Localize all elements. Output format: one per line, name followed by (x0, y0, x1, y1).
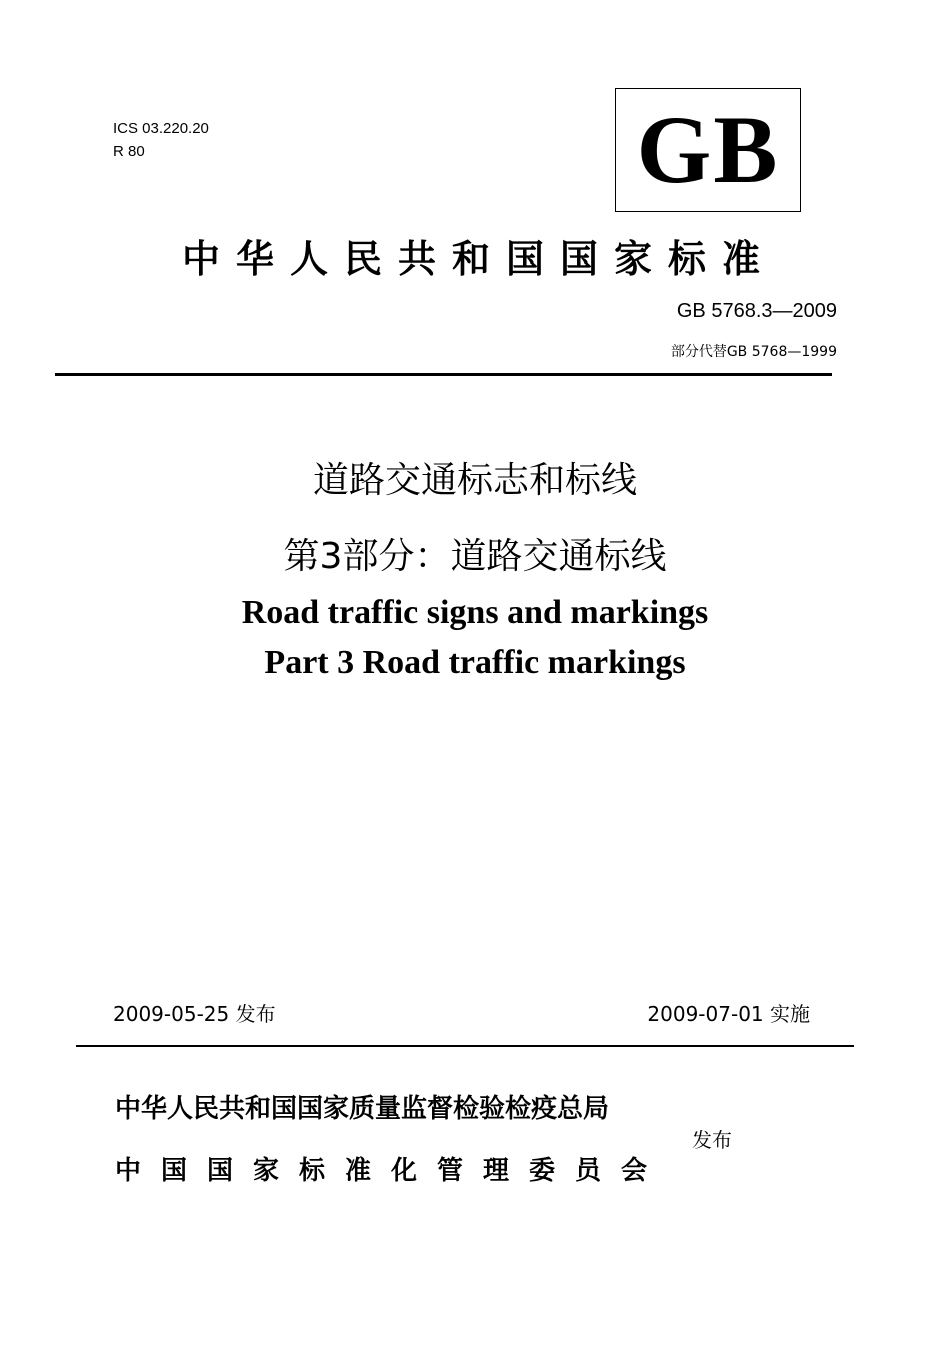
standard-category-title: 中华人民共和国国家标准 (181, 237, 776, 281)
issuer-sac: 中国国家标准化管理委员会 (115, 1156, 668, 1186)
classification-codes (113, 117, 209, 163)
implementation-date: 2009-07-01 实施 (647, 1002, 810, 1026)
replaces-note: 部分代替GB 5768—1999 (670, 344, 837, 360)
title-cn-part: 第3部分：道路交通标线 (283, 536, 667, 577)
standard-number: GB 5768.3—2009 (676, 300, 837, 322)
title-en-part: Part 3 Road traffic markings (264, 644, 686, 681)
top-divider (55, 373, 832, 376)
gb-mark: GB (636, 96, 780, 203)
gb-logo (615, 88, 801, 212)
ccs-code: R 80 (113, 143, 145, 160)
publish-label: 发布 (692, 1128, 732, 1152)
ics-code: ICS 03.220.20 (113, 120, 209, 137)
issue-date: 2009-05-25 发布 (113, 1002, 276, 1026)
issuer-aqsiq: 中华人民共和国国家质量监督检验检疫总局 (115, 1094, 610, 1124)
title-en-main: Road traffic signs and markings (241, 594, 709, 631)
title-cn-main: 道路交通标志和标线 (312, 460, 637, 501)
bottom-divider (76, 1045, 854, 1047)
